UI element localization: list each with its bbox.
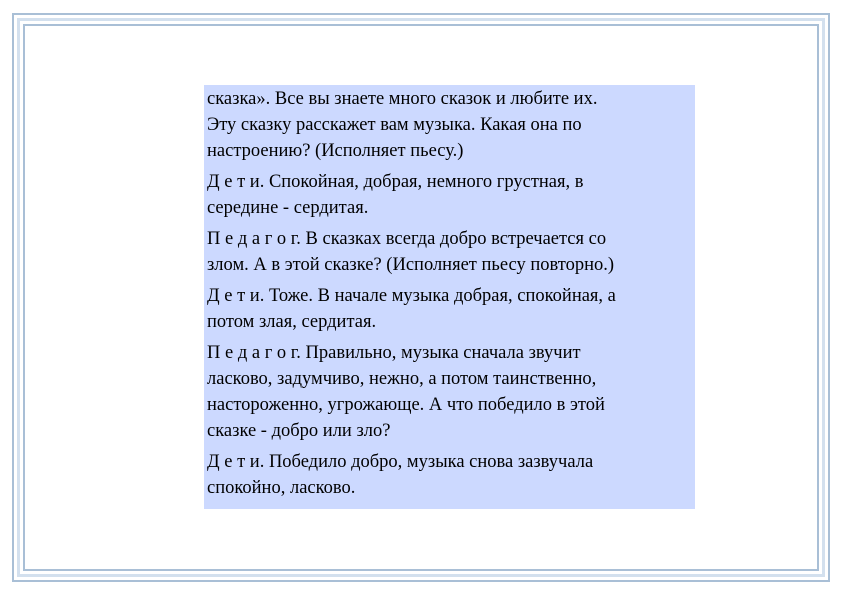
text-line: П е д а г о г. Правильно, музыка сначала звучит bbox=[207, 343, 581, 363]
text-line: Д е т и. Спокойная, добрая, немного грустная, в bbox=[207, 172, 584, 192]
text-block bbox=[204, 85, 695, 509]
text-line: П е д а г о г. В сказках всегда добро встречается со bbox=[207, 229, 607, 249]
text-line: Эту сказку расскажет вам музыка. Какая она по bbox=[207, 115, 582, 135]
text-line: злом. А в этой сказке? (Исполняет пьесу повторно.) bbox=[207, 255, 615, 275]
text-line: настороженно, угрожающе. А что победило в этой bbox=[207, 395, 605, 415]
text-line: настроению? (Исполняет пьесу.) bbox=[207, 141, 464, 161]
text-line: сказке - добро или зло? bbox=[207, 421, 391, 441]
paragraph-6 bbox=[207, 449, 695, 501]
paragraph-2 bbox=[207, 169, 695, 221]
paragraph-3 bbox=[207, 226, 695, 278]
text-line: потом злая, сердитая. bbox=[207, 312, 377, 332]
text-line: середине - сердитая. bbox=[207, 198, 369, 218]
text-line: сказка». Все вы знаете много сказок и любите их. bbox=[207, 89, 598, 109]
text-line: Д е т и. Тоже. В начале музыка добрая, спокойная, а bbox=[207, 286, 616, 306]
text-line: ласково, задумчиво, нежно, а потом таинственно, bbox=[207, 369, 597, 389]
text-line: Д е т и. Победило добро, музыка снова зазвучала bbox=[207, 452, 594, 472]
text-line: спокойно, ласково. bbox=[207, 478, 356, 498]
paragraph-1 bbox=[207, 86, 695, 164]
paragraph-4 bbox=[207, 283, 695, 335]
paragraph-5 bbox=[207, 340, 695, 444]
